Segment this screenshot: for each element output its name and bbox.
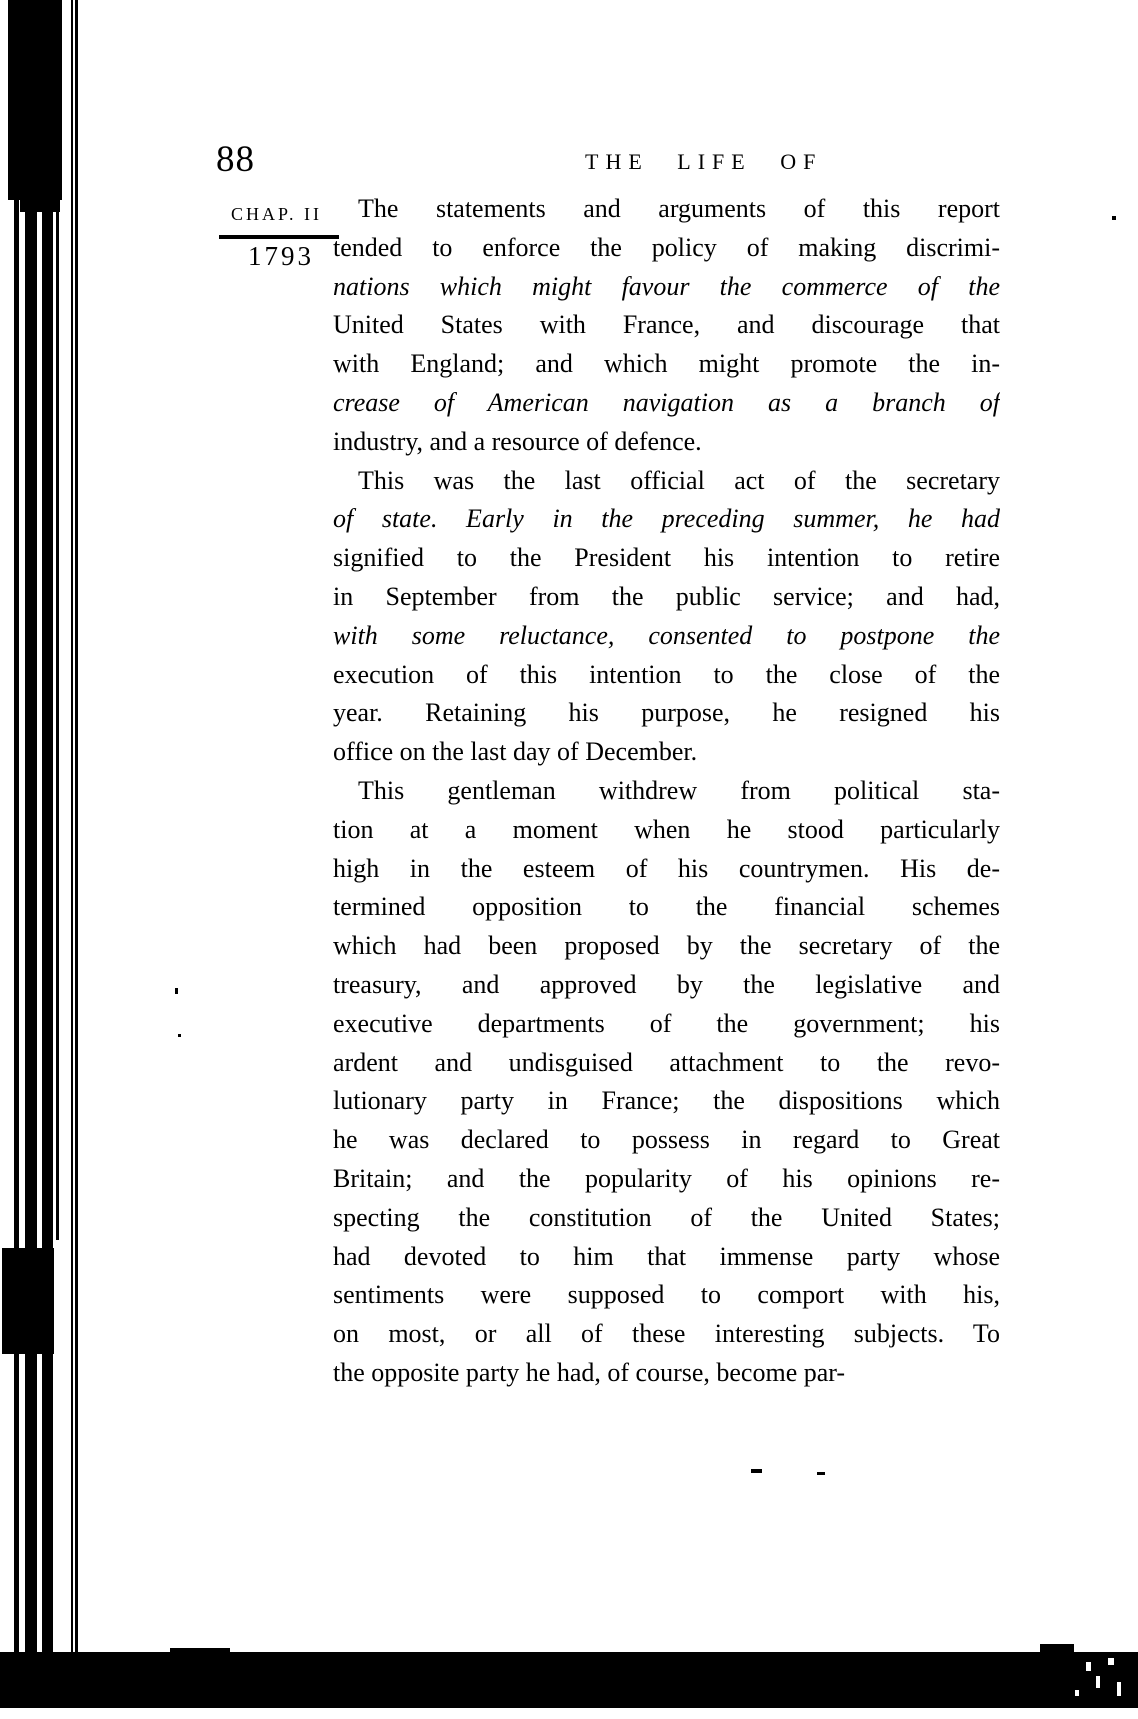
page-edge-line-1: [71, 0, 73, 1665]
paragraph: [333, 462, 1000, 772]
text-line: had devoted to him that immense party whose: [333, 1241, 1000, 1271]
text-line: execution of this intention to the close of the: [333, 659, 1000, 689]
text-line: tended to enforce the policy of making discrimi-: [333, 232, 1000, 262]
text-line: year. Retaining his purpose, he resigned his: [333, 698, 1000, 728]
band-white-speck: [1075, 1690, 1079, 1696]
text-line: the opposite party he had, of course, become par-: [333, 1357, 846, 1387]
text-line: which had been proposed by the secretary of the: [333, 931, 1000, 961]
scan-speck: [178, 1034, 181, 1037]
text-line: industry, and a resource of defence.: [333, 426, 702, 456]
paragraph: [333, 190, 1000, 462]
text-line: executive departments of the government; his: [333, 1008, 1000, 1038]
text-line: in September from the public service; and had,: [333, 581, 1000, 611]
text-line: with some reluctance, consented to postpone the: [333, 620, 1000, 650]
band-white-speck: [1117, 1682, 1121, 1696]
gutter-blob-middle: [2, 1248, 54, 1354]
text-line: signified to the President his intention to retire: [333, 543, 1000, 573]
text-line: This was the last official act of the secretary: [358, 465, 1000, 495]
text-line: nations which might favour the commerce of the: [333, 271, 1000, 301]
page-number: 88: [216, 139, 255, 180]
band-white-speck: [1108, 1658, 1114, 1665]
scan-dash-mark: [817, 1472, 825, 1475]
text-line: on most, or all of these interesting subjects. To: [333, 1319, 1000, 1349]
text-line: office on the last day of December.: [333, 737, 698, 767]
scan-speck: [1112, 216, 1116, 220]
bottom-scan-band-bump: [1040, 1644, 1074, 1654]
page-edge-line-2: [75, 0, 78, 1665]
gutter-stripe-1: [14, 0, 19, 1660]
text-line: high in the esteem of his countrymen. His de-: [333, 853, 1000, 883]
text-line: he was declared to possess in regard to Great: [333, 1125, 1000, 1155]
gutter-stripe-2: [25, 0, 37, 1660]
text-line: Britain; and the popularity of his opinions re-: [333, 1163, 1000, 1193]
bottom-scan-band-bump: [170, 1648, 230, 1654]
bottom-scan-band: [0, 1652, 1138, 1708]
text-line: of state. Early in the preceding summer, he had: [333, 504, 1000, 534]
gutter-stripe-4: [56, 0, 59, 1240]
text-line: ardent and undisguised attachment to the revo-: [333, 1047, 1000, 1077]
band-white-speck: [1096, 1676, 1100, 1688]
text-line: This gentleman withdrew from political sta-: [358, 775, 1000, 805]
text-line: The statements and arguments of this report: [358, 194, 1000, 223]
scan-dash-mark: [751, 1469, 762, 1473]
text-line: tion at a moment when he stood particularly: [333, 814, 1000, 844]
text-line: crease of American navigation as a branch of: [333, 387, 1000, 417]
sidenote-divider-rule: [219, 235, 339, 239]
text-line: treasury, and approved by the legislative and: [333, 969, 1000, 999]
sidenote-chapter: CHAP. II: [231, 204, 323, 224]
text-line: termined opposition to the financial schemes: [333, 892, 1000, 922]
gutter-stripe-3: [42, 0, 53, 1660]
text-line: with England; and which might promote the in-: [333, 349, 1000, 379]
running-header-title: THE LIFE OF: [585, 149, 823, 174]
band-white-speck: [1086, 1662, 1091, 1671]
text-line: lutionary party in France; the dispositions which: [333, 1086, 1000, 1116]
text-line: sentiments were supposed to comport with his,: [333, 1280, 1000, 1310]
sidenote-year: 1793: [248, 241, 314, 271]
text-line: United States with France, and discourage that: [333, 310, 1000, 340]
paragraph: [333, 772, 1000, 1393]
scan-speck: [175, 988, 178, 994]
body-text: [333, 190, 1000, 1393]
text-line: specting the constitution of the United States;: [333, 1202, 1000, 1232]
